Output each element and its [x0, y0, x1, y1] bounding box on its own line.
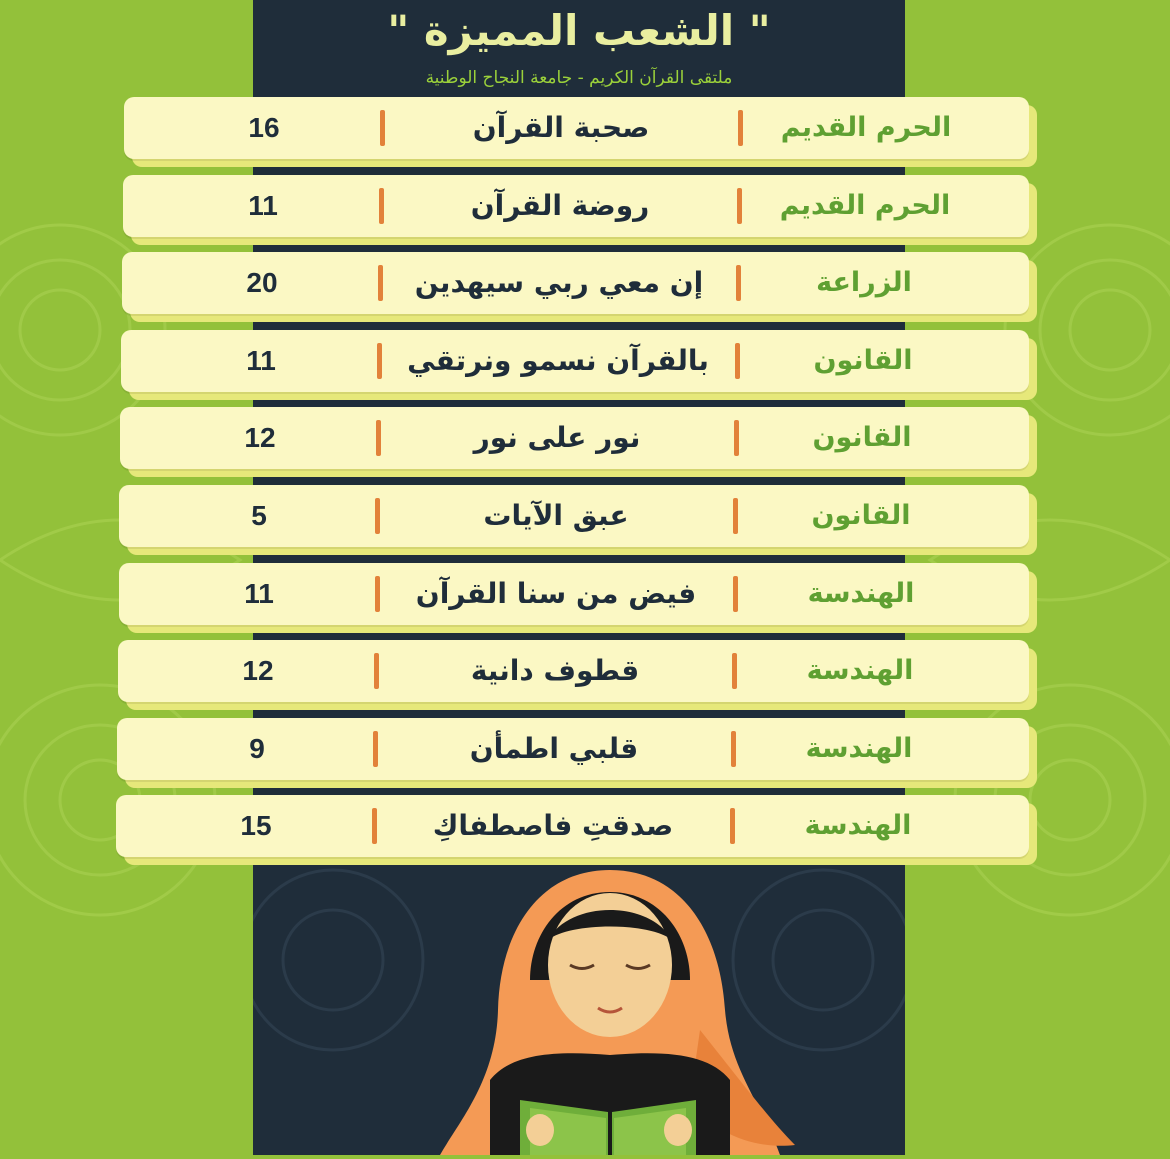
table-row: [116, 795, 1029, 857]
branch-name: عبق الآيات: [483, 499, 629, 532]
page-subtitle: ملتقى القرآن الكريم - جامعة النجاح الوطنية: [425, 68, 733, 88]
column-divider: [733, 576, 738, 612]
table-row: [118, 640, 1029, 702]
table-row: [120, 407, 1029, 469]
branch-name: صدقتِ فاصطفاكِ: [432, 809, 674, 842]
member-count: 11: [246, 345, 276, 376]
member-count: 9: [249, 733, 265, 764]
table-row: [117, 718, 1029, 780]
branch-name: نور على نور: [473, 421, 641, 454]
column-divider: [732, 653, 737, 689]
column-divider: [378, 265, 383, 301]
branch-name: بالقرآن نسمو ونرتقي: [407, 344, 709, 377]
column-divider: [379, 188, 384, 224]
branch-name: قلبي اطمأن: [469, 732, 639, 765]
college-label: الحرم القديم: [780, 112, 952, 143]
column-divider: [375, 576, 380, 612]
branch-name: إن معي ربي سيهدين: [414, 266, 704, 299]
college-label: القانون: [811, 500, 911, 531]
college-label: الهندسة: [805, 733, 913, 764]
column-divider: [380, 110, 385, 146]
member-count: 5: [251, 500, 267, 531]
column-divider: [734, 420, 739, 456]
table-row: [123, 175, 1029, 237]
column-divider: [375, 498, 380, 534]
member-count: 20: [246, 267, 278, 298]
college-label: الهندسة: [804, 810, 912, 841]
table-row: [122, 252, 1029, 314]
college-label: الهندسة: [807, 578, 915, 609]
column-divider: [374, 653, 379, 689]
member-count: 15: [240, 810, 272, 841]
member-count: 12: [244, 422, 276, 453]
column-divider: [736, 265, 741, 301]
branch-name: صحبة القرآن: [472, 111, 650, 144]
college-label: القانون: [813, 345, 913, 376]
branch-name: فيض من سنا القرآن: [415, 577, 697, 610]
member-count: 11: [248, 190, 278, 221]
table-row: [119, 485, 1029, 547]
table-row: [124, 97, 1029, 159]
column-divider: [377, 343, 382, 379]
table-row: [121, 330, 1029, 392]
member-count: 11: [244, 578, 274, 609]
branch-name: قطوف دانية: [470, 654, 640, 687]
column-divider: [733, 498, 738, 534]
page-title: " الشعب المميزة ": [387, 6, 771, 55]
member-count: 16: [248, 112, 280, 143]
column-divider: [373, 731, 378, 767]
college-label: الهندسة: [806, 655, 914, 686]
branch-name: روضة القرآن: [470, 189, 650, 222]
member-count: 12: [242, 655, 274, 686]
column-divider: [731, 731, 736, 767]
column-divider: [730, 808, 735, 844]
college-label: الزراعة: [816, 267, 912, 298]
reading-girl-illustration: [420, 860, 800, 1155]
college-label: الحرم القديم: [779, 190, 951, 221]
column-divider: [735, 343, 740, 379]
college-label: القانون: [812, 422, 912, 453]
table-row: [119, 563, 1029, 625]
column-divider: [737, 188, 742, 224]
column-divider: [738, 110, 743, 146]
column-divider: [372, 808, 377, 844]
column-divider: [376, 420, 381, 456]
